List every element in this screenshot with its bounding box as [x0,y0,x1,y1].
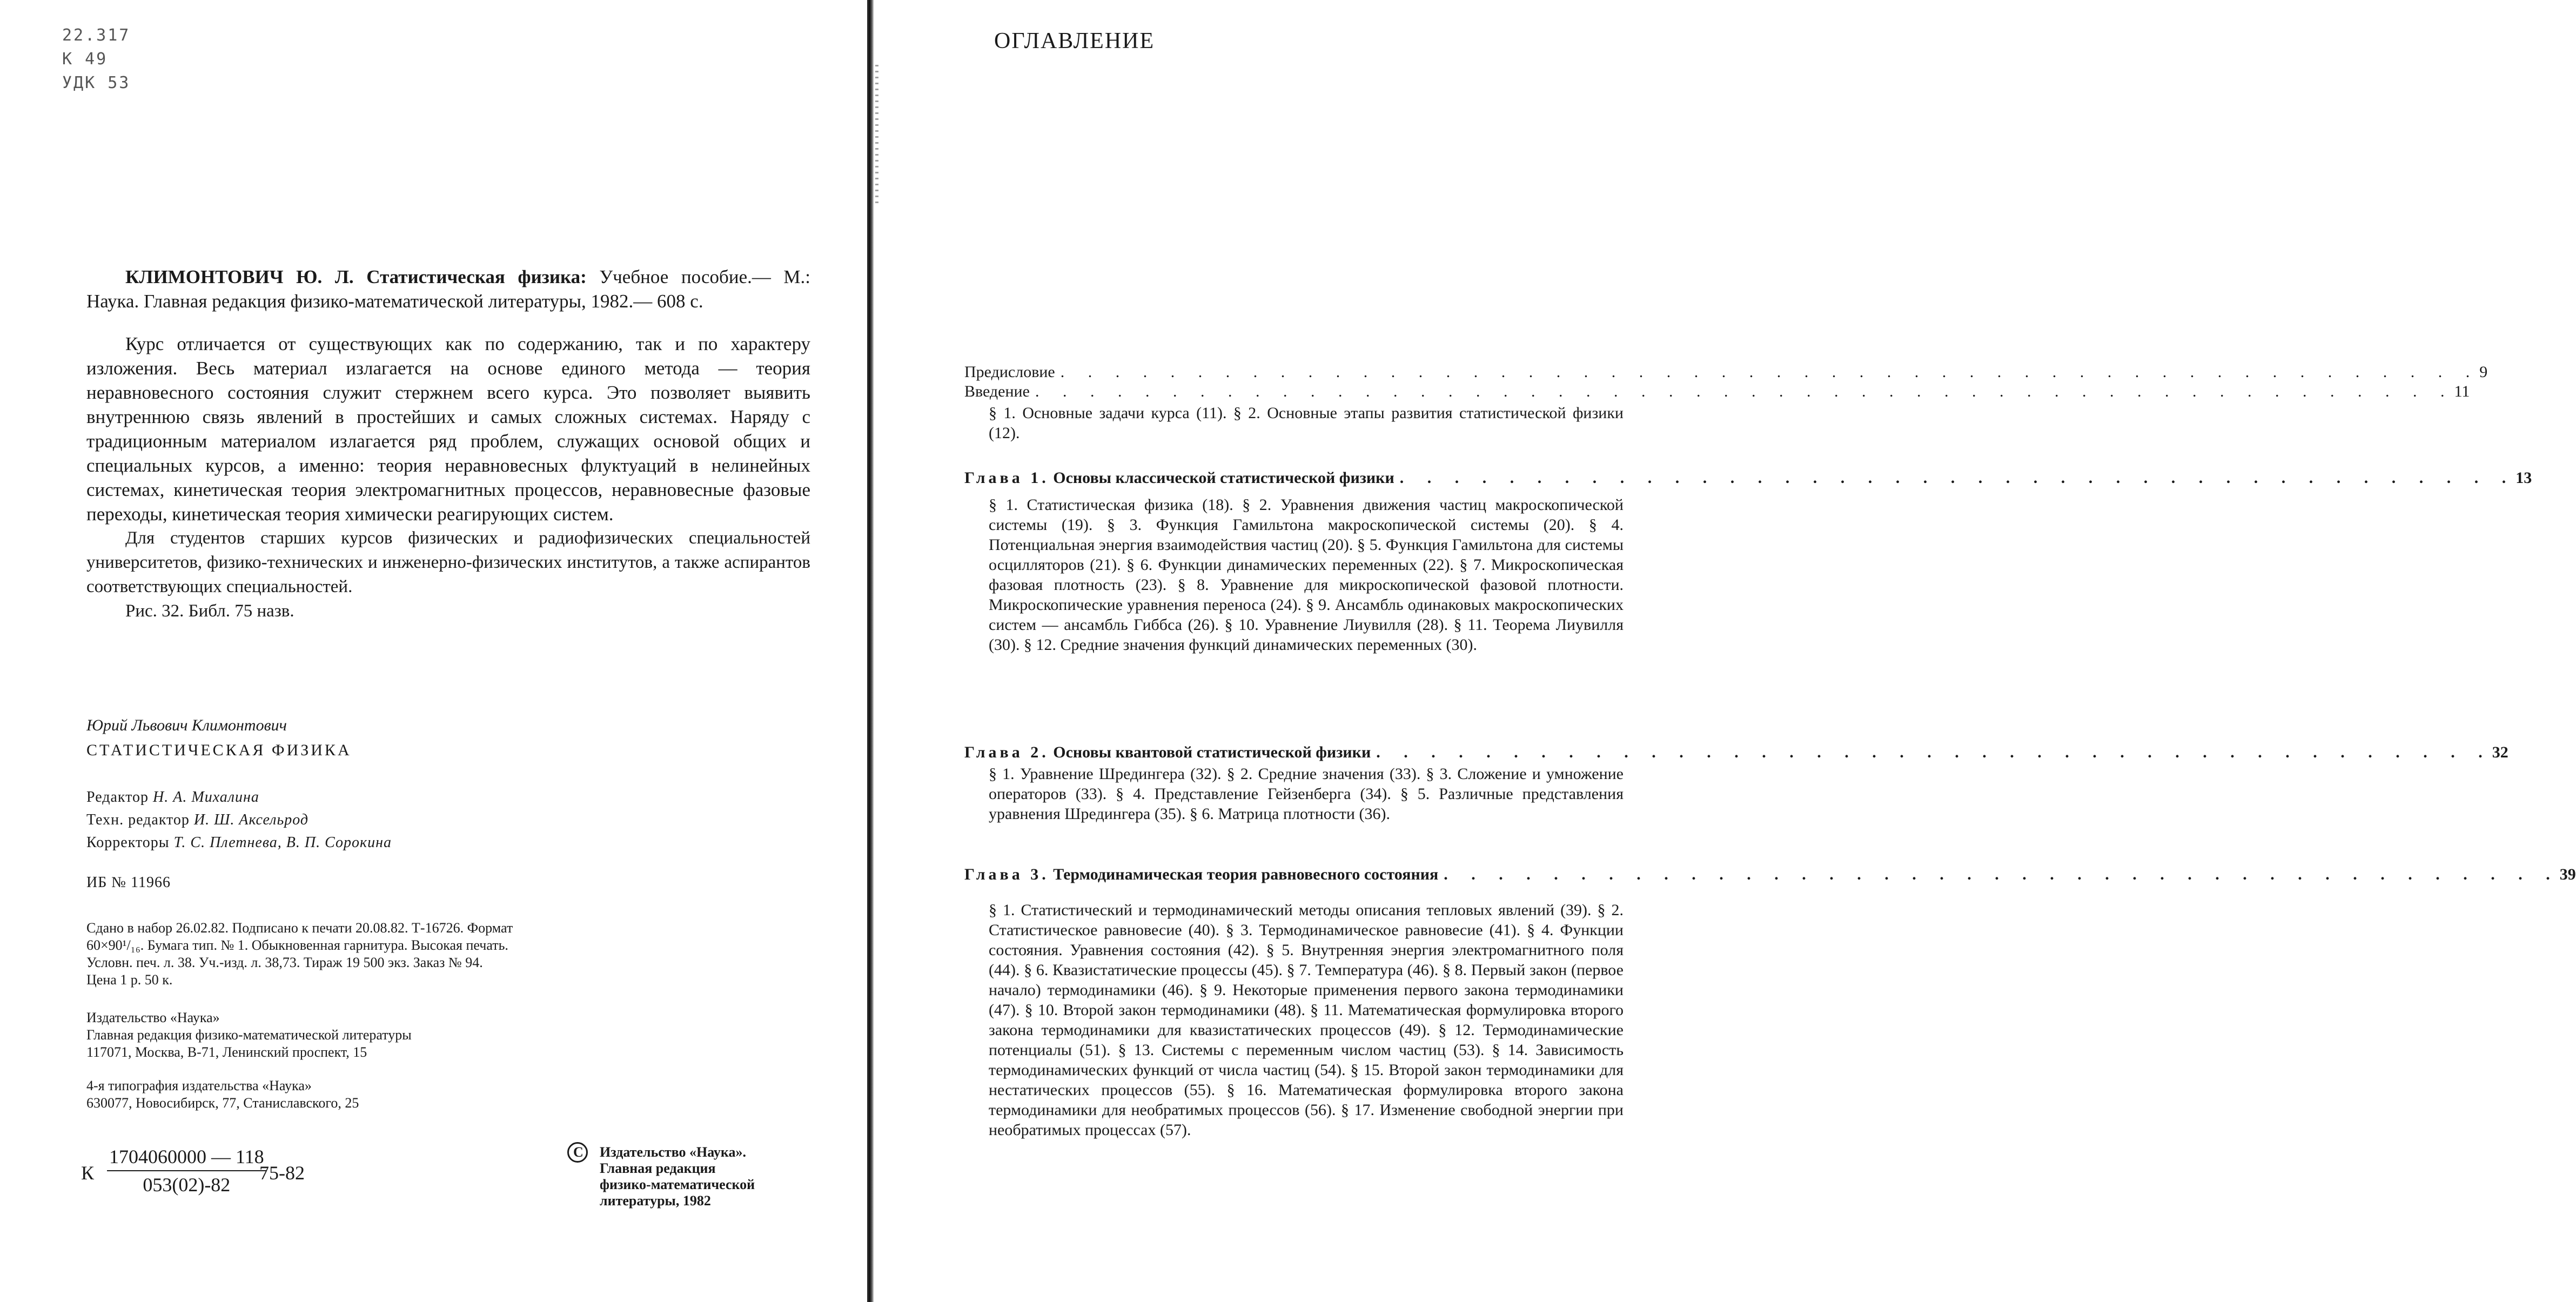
chapter-prefix: Глава 3. [964,865,1049,883]
dot-leader: . . . . . . . . . . . . . . . . . . . . . . . . . . . . . . . . . . . . . . . . . . . . . . . . . . . . [1060,363,2480,381]
toc-chapter-3-sections: § 1. Статистический и термодинамический методы описания тепловых явлений (39). § 2. Статистическое равновесие (40). § 3. Термодинамическое равновесие (41). § 4. Функции состояния. Уравнения состояния (42). § 5. Внутренняя энергия электромагнитного поля (44). § 6. Квазистатические процессы (45). § 7. Температура (46). § 8. Первый закон (первое начало) термодинамики (46). § 9. Некоторые применения первого закона термодинамики (47). § 10. Второй закон термодинамики (48). § 11. Математическая формулировка второго закона термодинамики для квазистатических процессов (49). § 12. Термодинамические потенциалы (51). § 13. Системы с переменным числом частиц (53). § 14. Зависимость термодинамических функций от числа частиц (54). § 15. Второй закон термодинамики для нестатических процессов (55). § 16. Математическая формулировка второго закона термодинамики для необратимых процессов (56). § 17. Изменение свободной энергии при необратимых процессах (57). [989,901,1624,1139]
printer-address [86,1077,359,1112]
publisher-address [86,1009,412,1061]
publisher-line: 117071, Москва, В-71, Ленинский проспект, 15 [86,1044,367,1060]
toc-entry-label: Введение [964,382,1030,400]
correctors-credit [86,834,392,851]
toc-page-number: 11 [2454,382,2470,400]
tech-editor-credit [86,811,308,829]
toc-chapter-label [964,742,1371,763]
toc-chapter-2[interactable] [964,742,2508,763]
price-code-numerator: 1704060000 — 118 [107,1145,266,1171]
toc-chapter-1-sections: § 1. Статистическая физика (18). § 2. Уравнения движения частиц макроскопической системы (19). § 3. Функция Гамильтона макроскопической системы (20). § 4. Потенциальная энергия взаимодействия частиц (20). § 5. Функция Гамильтона для системы осцилляторов (21). § 6. Функции динамических переменных (22). § 7. Микроскопическая фазовая плотность (23). § 8. Уравнение для микроскопической фазовой плотности. Микроскопические уравнения переноса (24). § 9. Ансамбль одинаковых макроскопических систем — ансамбль Гиббса (26). § 10. Уравнение Лиувилля (28). § 11. Теорема Лиувилля (30). § 12. Средние значения функций динамических переменных (30). [989,496,1624,654]
toc-intro-sections: § 1. Основные задачи курса (11). § 2. Основные этапы развития статистической физики (12). [989,404,1624,442]
book-title: СТАТИСТИЧЕСКАЯ ФИЗИКА [86,741,352,759]
ib-number: ИБ № 11966 [86,874,171,891]
imprint-line: Условн. печ. л. 38. Уч.-изд. л. 38,73. Тираж 19 500 экз. Заказ № 94. [86,955,483,970]
toc-page-number: 13 [2515,469,2532,487]
price-code-fraction [107,1145,266,1196]
imprint-line: Цена 1 р. 50 к. [86,972,173,988]
toc-page-number: 9 [2479,363,2488,381]
copyright-icon [567,1142,588,1163]
toc-entry-introduction[interactable] [964,381,2470,402]
imprint-line: Сдано в набор 26.02.82. Подписано к печати 20.08.82. Т-16726. Формат [86,920,513,936]
dot-leader: . . . . . . . . . . . . . . . . . . . . . . . . . . . . . . . . . . . . . . . . . [1444,865,2560,883]
toc-page-number: 39 [2559,865,2576,883]
bibliographic-entry [86,265,810,313]
tech-editor-name: И. Ш. Аксельрод [193,811,309,828]
chapter-prefix: Глава 2. [964,743,1049,761]
toc-chapter-label [964,468,1394,488]
toc-heading: ОГЛАВЛЕНИЕ [994,29,1155,53]
chapter-title: Основы квантовой статистической физики [1053,743,1371,761]
correctors-names: Т. С. Плетнева, В. П. Сорокина [173,834,392,851]
dot-leader: . . . . . . . . . . . . . . . . . . . . . . . . . . . . . . . . . . . . . . . . . [1399,469,2516,487]
price-code-denominator: 053(02)-82 [143,1174,231,1196]
abstract-paragraph-2: Для студентов старших курсов физических и радиофизических специальностей университетов, физико-технических и инженерно-физических институтов, а также аспирантов соответствующих специальностей. [86,528,810,596]
bib-author: КЛИМОНТОВИЧ Ю. Л. [125,266,354,287]
imprint-line: 60×90¹/₁₆. Бумага тип. № 1. Обыкновенная гарнитура. Высокая печать. [86,937,508,953]
copyright-line: физико-математической [600,1177,755,1192]
book-author: Юрий Львович Климонтович [86,716,287,734]
copyright-text [600,1144,755,1209]
editor-credit [86,789,259,806]
book-spine [867,0,874,1302]
editor-name: Н. А. Михалина [153,789,259,806]
price-code-suffix: 75-82 [259,1162,305,1184]
dot-leader: . . . . . . . . . . . . . . . . . . . . . . . . . . . . . . . . . . . . . . . . . [1376,743,2492,761]
correctors-label: Корректоры [86,834,170,851]
copyright-line: Издательство «Наука». [600,1144,746,1160]
chapter-title: Основы классической статистической физики [1053,469,1394,487]
bib-title: Статистическая физика: [366,266,587,287]
toc-chapter-label [964,864,1438,885]
copyright-line: Главная редакция [600,1160,716,1176]
price-code-letter: К [81,1162,95,1184]
dot-leader: . . . . . . . . . . . . . . . . . . . . . . . . . . . . . . . . . . . . . . . . . . . . . . . . . . . . [1035,382,2454,400]
toc-chapter-2-sections: § 1. Уравнение Шредингера (32). § 2. Средние значения (33). § 3. Сложение и умножение операторов (33). § 4. Представление Гейзенберга (34). § 5. Различные представления уравнения Шредингера (35). § 6. Матрица плотности (36). [989,765,1624,823]
toc-entry-preface[interactable] [964,362,2488,382]
chapter-title: Термодинамическая теория равновесного состояния [1053,865,1439,883]
library-code-udc: УДК 53 [62,73,131,92]
library-code-author-sign: К 49 [62,50,108,69]
library-codes [62,24,130,95]
printer-line: 630077, Новосибирск, 77, Станиславского, 25 [86,1095,359,1111]
toc-chapter-3[interactable] [964,864,2576,885]
spine-binding-marks [875,65,878,205]
bib-description: Учебное пособие.— М.: Наука. Главная редакция физико-математической литературы, 1982.— 608 с. [86,266,811,312]
tech-editor-label: Техн. редактор [86,811,190,828]
library-code-bbk: 22.317 [62,26,131,45]
abstract-figures-refs: Рис. 32. Библ. 75 назв. [125,601,294,621]
printer-line: 4-я типография издательства «Наука» [86,1078,312,1093]
abstract-paragraph-1: Курс отличается от существующих как по содержанию, так и по характеру изложения. Весь материал излагается на основе единого метода — теория неравновесного состояния служит стержнем всего курса. Это позволяет выявить внутреннюю связь явлений в простейших и самых сложных системах. Наряду с традиционным материалом излагается ряд проблем, служащих основой общих и специальных курсов, а именно: теория неравновесных флуктуаций в нелинейных системах, кинетическая теория электромагнитных процессов, неравновесные фазовые переходы, кинетическая теория химически реагирующих систем. [86,333,810,525]
publisher-line: Главная редакция физико-математической литературы [86,1027,412,1043]
editor-label: Редактор [86,789,149,806]
bibliographic-record [86,265,810,623]
chapter-prefix: Глава 1. [964,469,1049,487]
toc-page-number: 32 [2492,743,2508,761]
copyright-line: литературы, 1982 [600,1193,711,1209]
abstract [86,332,810,623]
toc-entry-label: Предисловие [964,363,1055,381]
toc-chapter-1[interactable] [964,468,2532,488]
imprint-details [86,920,697,989]
publisher-line: Издательство «Наука» [86,1010,220,1025]
